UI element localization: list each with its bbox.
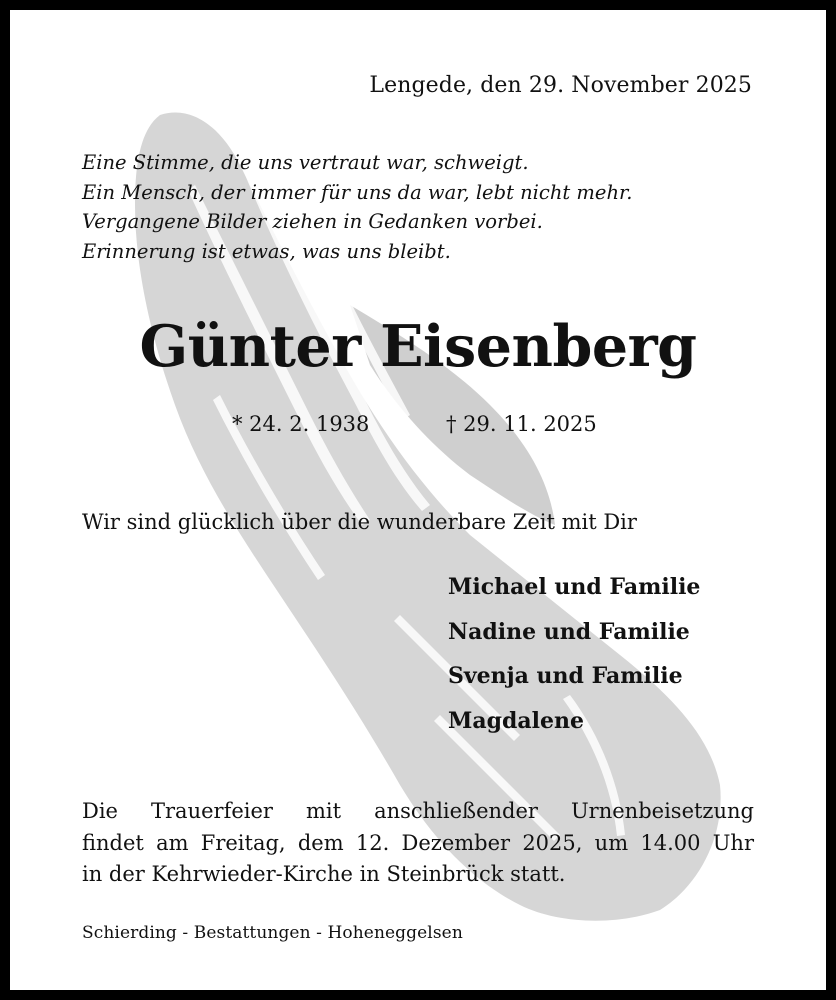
family-member: Svenja und Familie xyxy=(448,663,683,689)
funeral-info xyxy=(82,796,754,891)
thanks-line: Wir sind glücklich über die wunderbare Zeit mit Dir xyxy=(82,510,637,534)
notice-content xyxy=(10,10,826,990)
family-member: Michael und Familie xyxy=(448,574,701,600)
family-member: Magdalene xyxy=(448,707,584,734)
poem-line: Vergangene Bilder ziehen in Gedanken vorbei. xyxy=(82,210,543,233)
place-date: Lengede, den 29. November 2025 xyxy=(369,73,752,98)
poem-line: Eine Stimme, die uns vertraut war, schweigt. xyxy=(82,151,529,174)
birth-date: * 24. 2. 1938 xyxy=(232,412,370,436)
funeral-line: in der Kehrwieder-Kirche in Steinbrück statt. xyxy=(82,862,566,886)
deceased-name: Günter Eisenberg xyxy=(139,313,697,380)
poem-line: Erinnerung ist etwas, was uns bleibt. xyxy=(82,239,451,263)
poem xyxy=(82,148,632,266)
family-list xyxy=(448,565,700,743)
family-member: Nadine und Familie xyxy=(448,618,690,645)
funeral-line: findet am Freitag, dem 12. Dezember 2025, um 14.00 Uhr xyxy=(82,830,754,855)
funeral-line: Die Trauerfeier mit anschließender Urnenbeisetzung xyxy=(82,799,754,823)
undertaker: Schierding - Bestattungen - Hoheneggelsen xyxy=(82,923,463,943)
poem-line: Ein Mensch, der immer für uns da war, lebt nicht mehr. xyxy=(82,180,633,204)
death-date: † 29. 11. 2025 xyxy=(446,412,597,436)
